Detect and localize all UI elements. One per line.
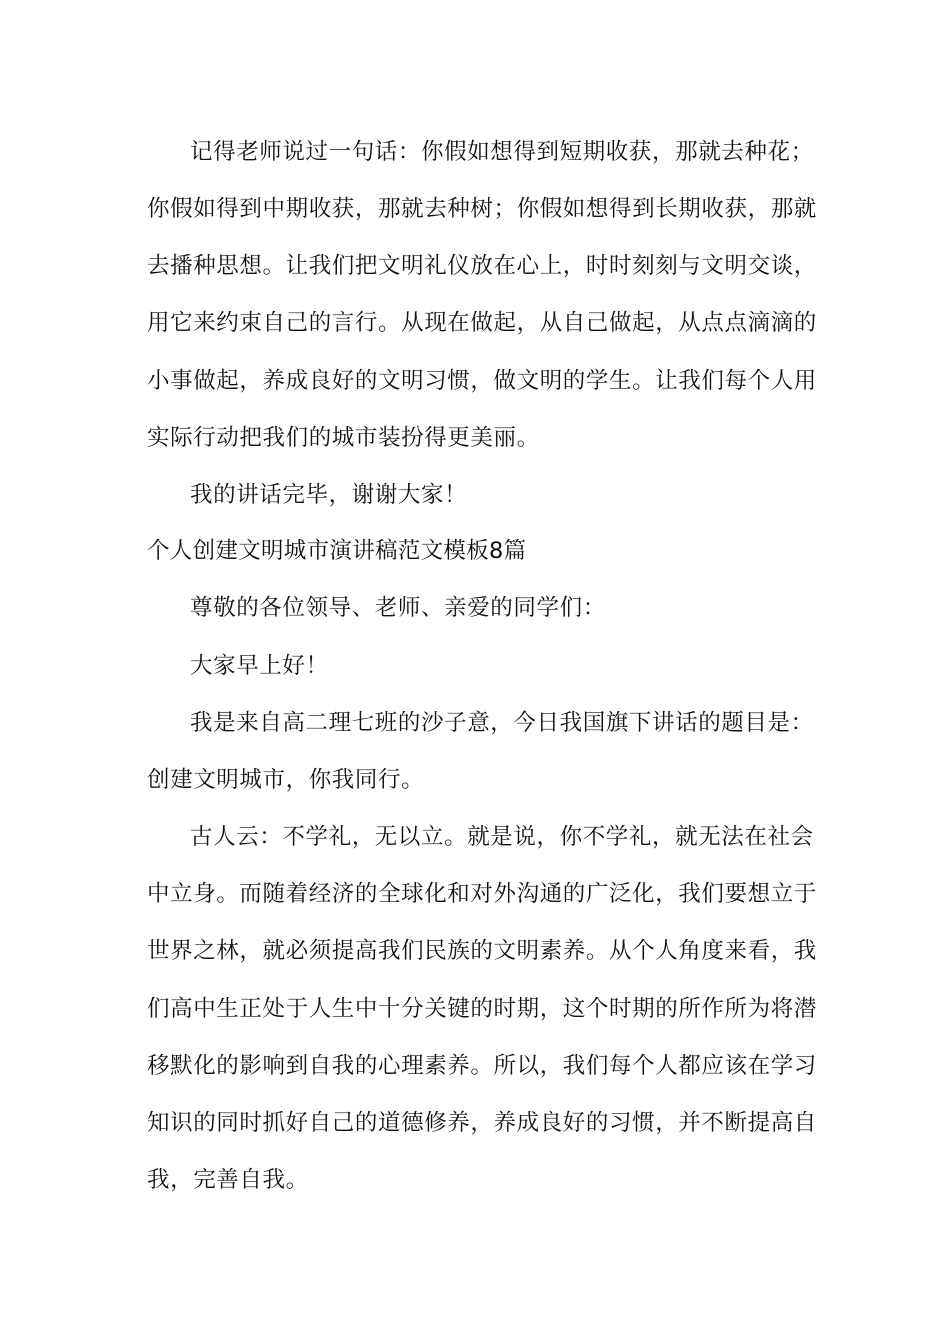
greeting-line: 大家早上好！ <box>190 653 329 679</box>
paragraph-3-line-4: 们高中生正处于人生中十分关键的时期，这个时期的所作所为将潜 <box>147 996 817 1022</box>
document-title: 个人创建文明城市演讲稿范文模板8篇 <box>147 538 527 564</box>
paragraph-1-line-2: 你假如得到中期收获，那就去种树；你假如想得到长期收获，那就 <box>147 196 817 222</box>
paragraph-3-line-5: 移默化的影响到自我的心理素养。所以，我们每个人都应该在学习 <box>147 1053 817 1079</box>
paragraph-2-line-1: 我是来自高二理七班的沙子意，今日我国旗下讲话的题目是： <box>190 710 814 736</box>
paragraph-1-line-6: 实际行动把我们的城市装扮得更美丽。 <box>147 425 540 451</box>
paragraph-1-line-1: 记得老师说过一句话：你假如想得到短期收获，那就去种花； <box>190 139 814 165</box>
paragraph-3-line-1: 古人云：不学礼，无以立。就是说，你不学礼，就无法在社会 <box>190 824 814 850</box>
paragraph-3-line-6: 知识的同时抓好自己的道德修养，养成良好的习惯，并不断提高自 <box>147 1110 817 1136</box>
paragraph-1-line-5: 小事做起，养成良好的文明习惯，做文明的学生。让我们每个人用 <box>147 368 817 394</box>
salutation-line: 尊敬的各位领导、老师、亲爱的同学们： <box>190 595 606 621</box>
paragraph-3-line-2: 中立身。而随着经济的全球化和对外沟通的广泛化，我们要想立于 <box>147 881 817 907</box>
paragraph-3-line-3: 世界之林，就必须提高我们民族的文明素养。从个人角度来看，我 <box>147 938 817 964</box>
paragraph-1-line-4: 用它来约束自己的言行。从现在做起，从自己做起，从点点滴滴的 <box>147 310 817 336</box>
paragraph-2-line-2: 创建文明城市，你我同行。 <box>147 767 425 793</box>
paragraph-1-line-3: 去播种思想。让我们把文明礼仪放在心上，时时刻刻与文明交谈， <box>147 253 817 279</box>
paragraph-3-line-7: 我，完善自我。 <box>147 1167 309 1193</box>
closing-line: 我的讲话完毕，谢谢大家！ <box>190 482 468 508</box>
